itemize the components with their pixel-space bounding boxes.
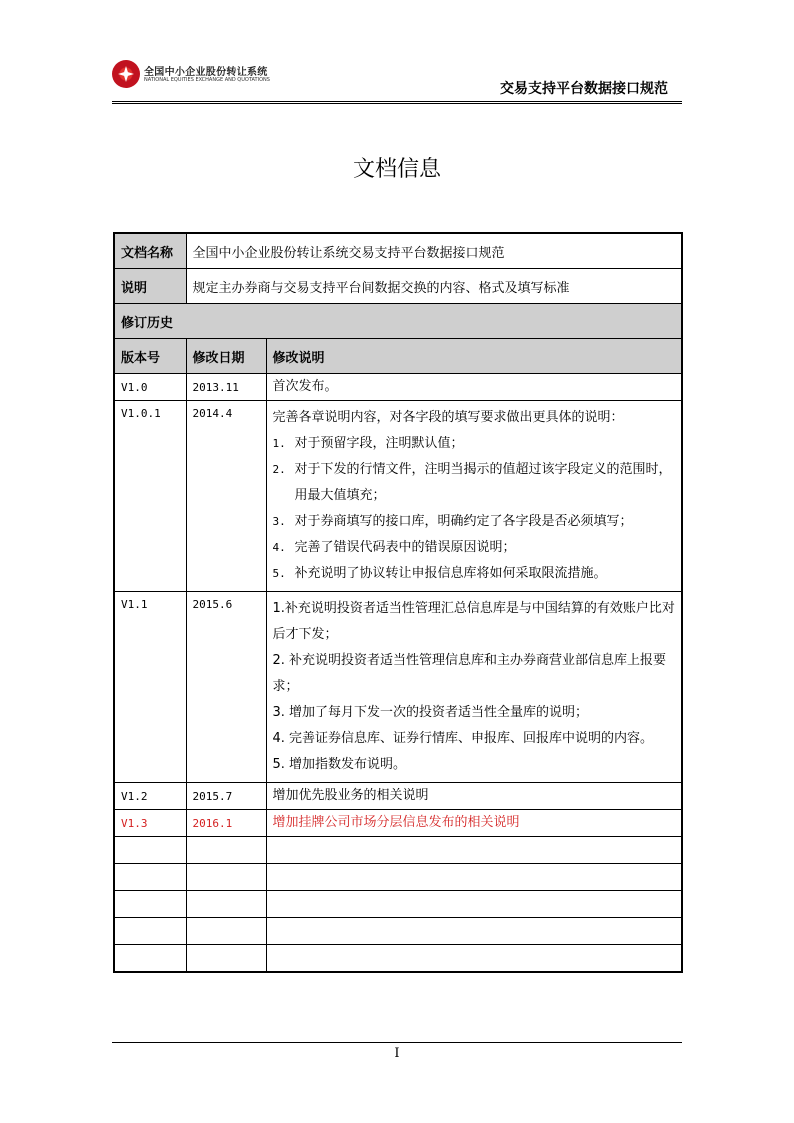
- revision-item-number: 4.: [272, 541, 286, 554]
- revision-item-text: 对于券商填写的接口库，明确约定了各字段是否必须填写；: [294, 514, 633, 529]
- column-header-date: 修改日期: [186, 339, 266, 374]
- revision-date: 2014.4: [186, 401, 266, 592]
- page-number: I: [394, 1046, 400, 1061]
- revision-item-text: 4. 完善证券信息库、证券行情库、申报库、回报库中说明的内容。: [272, 731, 654, 746]
- empty-cell: [186, 918, 266, 945]
- revision-row: [114, 810, 682, 837]
- logo-en-text: NATIONAL EQUITIES EXCHANGE AND QUOTATIONS: [144, 77, 270, 83]
- revision-history-label: 修订历史: [114, 304, 682, 339]
- revision-version: V1.1: [114, 592, 186, 783]
- revision-description: [266, 592, 682, 783]
- revision-description: [266, 401, 682, 592]
- empty-cell: [186, 837, 266, 864]
- revision-date: 2015.7: [186, 783, 266, 810]
- empty-row: [114, 864, 682, 891]
- empty-cell: [114, 891, 186, 918]
- revision-item: [273, 509, 676, 535]
- neeq-logo: [112, 60, 302, 90]
- revision-item: [273, 561, 676, 587]
- revision-item-number: 5.: [272, 567, 286, 580]
- revision-item: [273, 726, 676, 752]
- empty-row: [114, 918, 682, 945]
- revision-item: [273, 535, 676, 561]
- revision-version: V1.0: [114, 374, 186, 401]
- revision-date: 2015.6: [186, 592, 266, 783]
- revision-version: V1.2: [114, 783, 186, 810]
- revision-item-text: 1.补充说明投资者适当性管理汇总信息库是与中国结算的有效账户比对后才下发；: [272, 601, 675, 642]
- revision-item-text: 补充说明了协议转让申报信息库将如何采取限流措施。: [294, 566, 607, 581]
- revision-description: [266, 810, 682, 837]
- revision-item-text: 完善了错误代码表中的错误原因说明；: [294, 540, 516, 555]
- empty-cell: [266, 945, 682, 973]
- revision-item-number: 2.: [272, 463, 286, 476]
- revision-item-text: 对于下发的行情文件，注明当揭示的值超过该字段定义的范围时，用最大值填充；: [294, 462, 672, 503]
- empty-row: [114, 891, 682, 918]
- revision-row: [114, 592, 682, 783]
- empty-cell: [114, 945, 186, 973]
- page-header: [112, 58, 682, 104]
- revision-item-text: 5. 增加指数发布说明。: [272, 757, 407, 772]
- column-header-version: 版本号: [114, 339, 186, 374]
- empty-cell: [186, 891, 266, 918]
- empty-cell: [266, 864, 682, 891]
- doc-desc-label: 说明: [114, 269, 186, 304]
- document-info-table: [113, 232, 683, 973]
- header-title: 交易支持平台数据接口规范: [500, 81, 668, 97]
- revision-row: [114, 374, 682, 401]
- logo-mark-icon: [112, 60, 140, 88]
- revision-item-text: 对于预留字段，注明默认值；: [294, 436, 464, 451]
- empty-row: [114, 837, 682, 864]
- revision-version: V1.3: [114, 810, 186, 837]
- doc-name-value: 全国中小企业股份转让系统交易支持平台数据接口规范: [186, 233, 682, 269]
- revision-item: [273, 700, 676, 726]
- doc-name-label: 文档名称: [114, 233, 186, 269]
- revision-intro: 完善各章说明内容，对各字段的填写要求做出更具体的说明：: [272, 410, 624, 425]
- revision-item: [273, 457, 676, 509]
- revision-intro: 首次发布。: [272, 379, 338, 394]
- revision-row: [114, 401, 682, 592]
- empty-row: [114, 945, 682, 973]
- revision-item-number: 3.: [272, 515, 286, 528]
- revision-date: 2016.1: [186, 810, 266, 837]
- revision-row: [114, 783, 682, 810]
- revision-intro: 增加优先股业务的相关说明: [272, 788, 429, 803]
- empty-cell: [114, 864, 186, 891]
- revision-version: V1.0.1: [114, 401, 186, 592]
- document-title: 文档信息: [352, 157, 441, 182]
- header-rule: [112, 101, 682, 104]
- revision-description: [266, 783, 682, 810]
- revision-item-text: 3. 增加了每月下发一次的投资者适当性全量库的说明；: [272, 705, 589, 720]
- revision-date: 2013.11: [186, 374, 266, 401]
- footer-rule: [112, 1042, 682, 1043]
- empty-cell: [266, 837, 682, 864]
- revision-item-text: 2. 补充说明投资者适当性管理信息库和主办券商营业部信息库上报要求；: [272, 653, 667, 694]
- empty-cell: [186, 945, 266, 973]
- logo-cn-text: 全国中小企业股份转让系统: [144, 67, 268, 78]
- column-header-description: 修改说明: [266, 339, 682, 374]
- doc-desc-value: 规定主办券商与交易支持平台间数据交换的内容、格式及填写标准: [186, 269, 682, 304]
- empty-cell: [114, 837, 186, 864]
- empty-cell: [266, 891, 682, 918]
- revision-intro: 增加挂牌公司市场分层信息发布的相关说明: [272, 815, 520, 830]
- revision-item-number: 1.: [272, 437, 286, 450]
- revision-item: [273, 752, 676, 778]
- revision-item: [273, 648, 676, 700]
- revision-item: [273, 431, 676, 457]
- empty-cell: [114, 918, 186, 945]
- revision-item: [273, 596, 676, 648]
- empty-cell: [186, 864, 266, 891]
- revision-description: [266, 374, 682, 401]
- empty-cell: [266, 918, 682, 945]
